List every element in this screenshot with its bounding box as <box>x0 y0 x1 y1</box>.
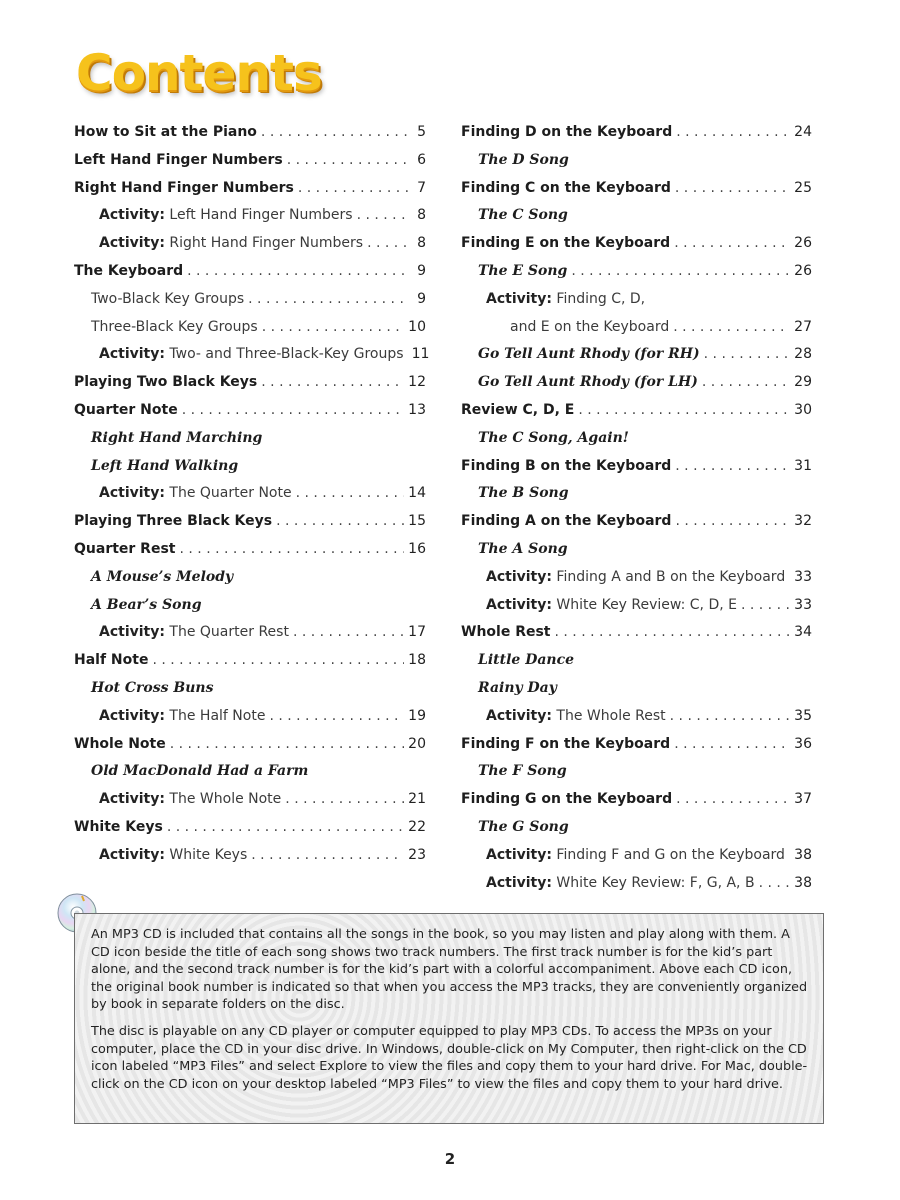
toc-entry <box>74 235 426 263</box>
activity-label: Activity: <box>99 207 165 224</box>
activity-label: Activity: <box>99 624 165 641</box>
toc-activity <box>461 708 666 724</box>
dot-leader <box>674 736 790 752</box>
toc-page-number: 18 <box>408 652 426 669</box>
toc-activity <box>74 346 404 362</box>
toc-activity <box>74 235 363 251</box>
toc-song-title: The B Song <box>478 485 569 502</box>
toc-entry <box>74 319 426 347</box>
toc-song-title: The C Song, Again! <box>478 429 629 446</box>
dot-leader <box>675 180 790 196</box>
toc-song-title: Old MacDonald Had a Farm <box>91 763 309 780</box>
toc-entry-title: Finding B on the Keyboard <box>461 457 672 474</box>
toc-entry <box>461 569 812 597</box>
dot-leader <box>789 847 790 863</box>
toc-entry <box>461 624 812 652</box>
dot-leader <box>180 541 405 557</box>
toc-entry-subtitle: Three-Black Key Groups <box>91 318 258 335</box>
toc-page-number: 26 <box>794 262 812 279</box>
toc-entry <box>74 346 430 374</box>
toc-entry <box>74 374 426 402</box>
dot-leader <box>676 124 790 140</box>
toc-entry <box>461 541 812 569</box>
toc-entry <box>461 847 812 875</box>
toc-entry <box>74 708 426 736</box>
dot-leader <box>674 235 790 251</box>
toc-activity <box>74 708 265 724</box>
toc-entry <box>74 513 426 541</box>
toc-entry-title: Review C, D, E <box>461 401 575 418</box>
toc-song-title: Go Tell Aunt Rhody (for RH) <box>478 346 700 363</box>
toc-page-number: 33 <box>794 596 812 613</box>
toc-entry <box>461 708 812 736</box>
toc-entry-title: Playing Three Black Keys <box>74 513 273 530</box>
dot-leader <box>287 152 408 168</box>
activity-label: Activity: <box>486 707 552 724</box>
activity-label: Activity: <box>486 568 552 585</box>
toc-page-number: 30 <box>794 401 812 418</box>
toc-activity <box>461 569 785 585</box>
toc-entry <box>461 875 812 903</box>
toc-entry-title: Finding G on the Keyboard <box>461 791 673 808</box>
toc-page-number: 6 <box>417 151 426 168</box>
toc-entry <box>461 458 812 486</box>
dot-leader <box>152 652 404 668</box>
toc-activity <box>74 485 292 501</box>
toc-activity <box>74 624 289 640</box>
dot-leader <box>741 597 790 613</box>
toc-activity <box>74 847 247 863</box>
activity-label: Activity: <box>486 596 552 613</box>
toc-page-number: 5 <box>417 124 426 140</box>
toc-page-number: 25 <box>794 179 812 196</box>
toc-entry <box>74 263 426 291</box>
toc-entry <box>74 152 426 180</box>
toc-entry <box>461 291 812 319</box>
toc-page-number: 9 <box>417 262 426 279</box>
toc-page-number: 12 <box>408 374 426 391</box>
info-paragraph-1: An MP3 CD is included that contains all the songs in the book, so you may listen and play along with them. A CD icon beside the title of each song shows two track numbers. The first track number is for the kid’s part alone, and the second track number is for the kid’s part with a colorful accompaniment. Above each CD icon, the original book number is indicated so that when you access the MP3 tracks, they are conveniently organized by book in separate folders on the disc. <box>91 927 808 1013</box>
toc-entry <box>461 346 812 374</box>
toc-entry <box>74 763 426 791</box>
dot-leader <box>298 180 408 196</box>
activity-label: Activity: <box>99 707 165 724</box>
toc-entry <box>74 680 426 708</box>
dot-leader <box>555 624 791 640</box>
activity-text: Two- and Three-Black-Key Groups <box>169 346 404 363</box>
dot-leader <box>293 624 404 640</box>
toc-page-number: 24 <box>794 124 812 140</box>
dot-leader <box>276 513 404 529</box>
mp3-cd-info-box <box>74 913 824 1124</box>
toc-left-column <box>74 124 430 875</box>
activity-text: The Half Note <box>169 707 266 724</box>
toc-page-number: 38 <box>794 874 812 891</box>
toc-entry-title: Playing Two Black Keys <box>74 374 258 391</box>
toc-entry <box>461 680 812 708</box>
toc-song-title: A Mouse’s Melody <box>91 568 234 585</box>
toc-page-number: 13 <box>408 401 426 418</box>
toc-song-title: The D Song <box>478 151 569 168</box>
dot-leader <box>675 513 790 529</box>
activity-label: Activity: <box>486 874 552 891</box>
activity-label: Activity: <box>99 791 165 808</box>
toc-entry <box>461 597 812 625</box>
toc-entry <box>74 541 426 569</box>
toc-song-title: The F Song <box>478 763 567 780</box>
toc-entry <box>74 485 426 513</box>
toc-entry <box>74 819 426 847</box>
toc-entry <box>461 207 812 235</box>
toc-entry <box>74 458 426 486</box>
toc-entry <box>461 152 812 180</box>
toc-entry-title: How to Sit at the Piano <box>74 124 257 140</box>
activity-text: Right Hand Finger Numbers <box>169 235 364 252</box>
dot-leader <box>261 374 404 390</box>
dot-leader <box>187 263 408 279</box>
toc-page-number: 16 <box>408 540 426 557</box>
toc-page-number: 28 <box>794 346 812 363</box>
toc-right-column <box>461 124 812 902</box>
activity-text: The Quarter Rest <box>169 624 289 641</box>
toc-entry <box>74 291 426 319</box>
toc-page-number: 37 <box>794 791 812 808</box>
activity-text: White Key Review: C, D, E <box>556 596 737 613</box>
toc-entry-title: Half Note <box>74 652 149 669</box>
toc-activity-continued: and E on the Keyboard <box>510 318 670 335</box>
activity-text: Finding A and B on the Keyboard <box>556 568 786 585</box>
toc-page-number: 27 <box>794 318 812 335</box>
toc-page-number: 32 <box>794 513 812 530</box>
toc-page-number: 7 <box>417 179 426 196</box>
toc-entry-title: Left Hand Finger Numbers <box>74 151 283 168</box>
toc-page-number: 26 <box>794 235 812 252</box>
dot-leader <box>167 819 404 835</box>
dot-leader <box>670 708 791 724</box>
dot-leader <box>702 374 790 390</box>
activity-text: The Whole Note <box>169 791 282 808</box>
toc-entry-title: Finding D on the Keyboard <box>461 124 673 140</box>
toc-entry <box>461 235 812 263</box>
dot-leader <box>675 458 790 474</box>
toc-song-title: The A Song <box>478 540 568 557</box>
toc-page-number: 31 <box>794 457 812 474</box>
toc-activity <box>461 847 785 863</box>
dot-leader <box>251 847 404 863</box>
toc-entry-title: Finding C on the Keyboard <box>461 179 671 196</box>
toc-page-number: 20 <box>408 735 426 752</box>
toc-activity <box>74 791 281 807</box>
activity-text: The Quarter Note <box>169 485 292 502</box>
dot-leader <box>578 402 790 418</box>
toc-entry <box>461 652 812 680</box>
toc-page-number: 14 <box>408 485 426 502</box>
activity-label: Activity: <box>99 485 165 502</box>
activity-text: The Whole Rest <box>556 707 666 724</box>
toc-entry <box>74 597 426 625</box>
toc-entry <box>74 624 426 652</box>
toc-page-number: 19 <box>408 707 426 724</box>
toc-entry <box>461 736 812 764</box>
toc-entry-title: Quarter Note <box>74 401 178 418</box>
dot-leader <box>759 875 791 891</box>
toc-entry-title: Whole Note <box>74 735 166 752</box>
page-number: 2 <box>444 1150 456 1168</box>
dot-leader <box>285 791 404 807</box>
toc-song-title: The G Song <box>478 818 569 835</box>
toc-page-number: 33 <box>794 568 812 585</box>
toc-page-number: 10 <box>408 318 426 335</box>
dot-leader <box>704 346 791 362</box>
toc-page-number: 29 <box>794 374 812 391</box>
toc-entry <box>74 430 426 458</box>
dot-leader <box>170 736 404 752</box>
toc-page-number: 17 <box>408 624 426 641</box>
toc-entry <box>461 819 812 847</box>
toc-page-number: 38 <box>794 846 812 863</box>
toc-song-title: Rainy Day <box>478 679 557 696</box>
toc-activity <box>461 597 737 613</box>
toc-page-number: 21 <box>408 791 426 808</box>
toc-song-title: Go Tell Aunt Rhody (for LH) <box>478 374 698 391</box>
dot-leader <box>182 402 404 418</box>
dot-leader <box>357 207 408 223</box>
page-title: Contents <box>76 44 322 102</box>
dot-leader <box>673 319 790 335</box>
toc-page-number: 23 <box>408 846 426 863</box>
dot-leader <box>261 124 408 140</box>
toc-activity <box>74 207 353 223</box>
toc-entry-title: Finding F on the Keyboard <box>461 735 671 752</box>
toc-page-number: 35 <box>794 707 812 724</box>
toc-entry <box>74 207 426 235</box>
activity-label: Activity: <box>99 846 165 863</box>
toc-page-number: 8 <box>417 207 426 224</box>
activity-text: Left Hand Finger Numbers <box>169 207 353 224</box>
dot-leader <box>367 235 408 251</box>
dot-leader <box>248 291 408 307</box>
activity-label: Activity: <box>99 346 165 363</box>
toc-song-title: Hot Cross Buns <box>91 679 214 696</box>
toc-entry <box>74 124 426 152</box>
toc-entry-title: Quarter Rest <box>74 540 176 557</box>
toc-entry-title: Finding E on the Keyboard <box>461 235 671 252</box>
activity-label: Activity: <box>99 235 165 252</box>
toc-song-title: Left Hand Walking <box>91 457 239 474</box>
toc-entry <box>461 791 812 819</box>
activity-label: Activity: <box>486 290 552 307</box>
toc-page-number: 15 <box>408 513 426 530</box>
toc-entry <box>74 180 426 208</box>
dot-leader <box>571 263 790 279</box>
toc-entry <box>461 485 812 513</box>
info-paragraph-2: The disc is playable on any CD player or computer equipped to play MP3 CDs. To access the MP3s on your computer, place the CD in your disc drive. In Windows, double-click on My Computer, then right-click on the CD icon labeled “MP3 Files” and select Explore to view the files and copy them to your hard drive. For Mac, double-click on the CD icon on your desktop labeled “MP3 Files” to view the files and copy them to your hard drive. <box>91 1023 808 1092</box>
toc-entry <box>461 180 812 208</box>
toc-entry <box>74 402 426 430</box>
dot-leader <box>269 708 404 724</box>
activity-label: Activity: <box>486 846 552 863</box>
toc-page-number: 34 <box>794 624 812 641</box>
toc-page-number: 22 <box>408 818 426 835</box>
toc-song-title: Little Dance <box>478 652 575 669</box>
toc-entry <box>461 263 812 291</box>
toc-song-title: Right Hand Marching <box>91 429 263 446</box>
toc-activity <box>461 875 755 891</box>
toc-page-number: 9 <box>417 290 426 307</box>
toc-entry-title: Right Hand Finger Numbers <box>74 179 294 196</box>
activity-text: Finding C, D, <box>556 290 646 307</box>
toc-entry <box>461 513 812 541</box>
toc-entry <box>461 319 812 347</box>
dot-leader <box>676 791 790 807</box>
toc-entry <box>461 763 812 791</box>
activity-text: Finding F and G on the Keyboard <box>556 846 785 863</box>
toc-entry <box>461 124 812 152</box>
toc-entry <box>461 374 812 402</box>
activity-text: White Keys <box>169 846 248 863</box>
toc-page-number: 11 <box>411 346 430 363</box>
toc-entry <box>74 736 426 764</box>
toc-entry <box>74 569 426 597</box>
toc-song-title: The C Song <box>478 207 568 224</box>
toc-entry-title: Whole Rest <box>461 624 551 641</box>
toc-page-number: 8 <box>417 235 426 252</box>
toc-entry-title: The Keyboard <box>74 262 184 279</box>
toc-entry-subtitle: Two-Black Key Groups <box>91 290 245 307</box>
toc-entry <box>74 652 426 680</box>
activity-text: White Key Review: F, G, A, B <box>556 874 755 891</box>
toc-entry-title: Finding A on the Keyboard <box>461 513 672 530</box>
dot-leader <box>789 569 790 585</box>
toc-entry <box>461 430 812 458</box>
toc-page-number: 36 <box>794 735 812 752</box>
toc-entry <box>74 791 426 819</box>
toc-entry-title: White Keys <box>74 818 163 835</box>
toc-song-title: The E Song <box>478 262 568 279</box>
toc-entry <box>74 847 426 875</box>
dot-leader <box>262 319 404 335</box>
toc-activity <box>461 291 645 307</box>
toc-song-title: A Bear’s Song <box>91 596 202 613</box>
dot-leader <box>296 485 405 501</box>
toc-entry <box>461 402 812 430</box>
